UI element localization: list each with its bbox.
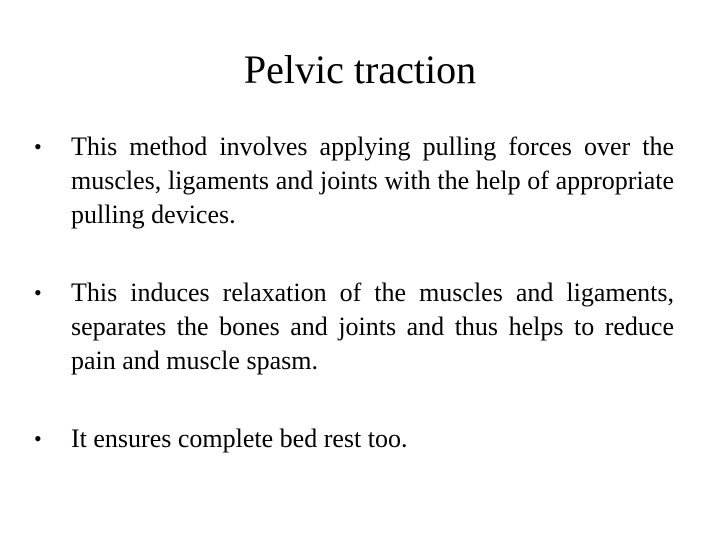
bullet-list (34, 130, 674, 456)
bullet-dot-icon: • (34, 426, 42, 451)
bullet-text: It ensures complete bed rest too. (71, 424, 408, 453)
bullet-item (34, 130, 674, 232)
bullet-item (34, 422, 674, 456)
slide-title: Pelvic traction (243, 47, 477, 92)
bullet-dot-icon: • (34, 134, 42, 159)
bullet-dot-icon: • (34, 280, 42, 305)
bullet-text: This induces relaxation of the muscles and ligaments, separates the bones and joints and thus helps to reduce pain and muscle spasm. (71, 278, 674, 375)
bullet-item (34, 276, 674, 378)
bullet-text: This method involves applying pulling forces over the muscles, ligaments and joints with the help of appropriate pulling devices. (71, 132, 674, 229)
